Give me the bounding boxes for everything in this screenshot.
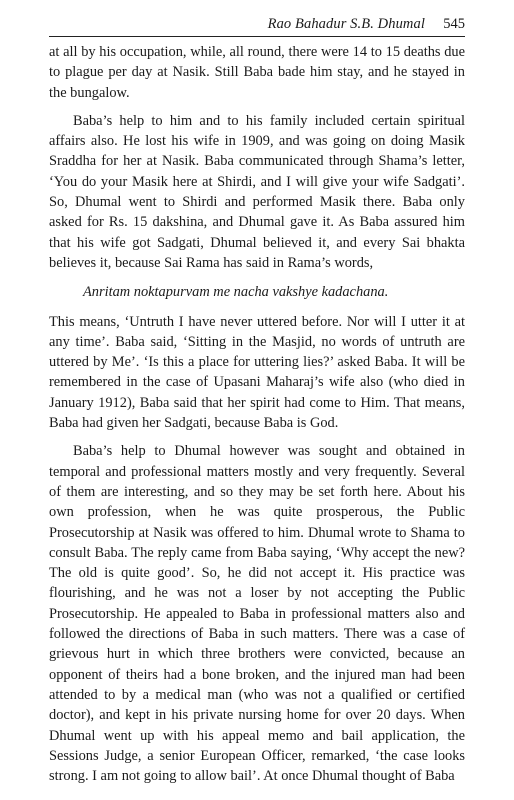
running-header <box>49 14 465 37</box>
sanskrit-quote: Anritam noktapurvam me nacha vakshye kadachana. <box>83 284 389 301</box>
page-number: 545 <box>443 16 465 32</box>
running-title: Rao Bahadur S.B. Dhumal <box>267 16 425 32</box>
paragraph-2: Baba’s help to him and to his family included certain spiritual affairs also. He lost his wife in 1909, and was going on doing Masik Sraddha for her at Nasik. Baba communicated through Shama’s letter, ‘You do your Masik here at Shirdi, and I will give your wife Sadgati’. So, Dhumal went to Shirdi and performed Masik there. Baba only asked for Rs. 15 dakshina, and Dhumal gave it. As Baba assured him that his wife got Sadgati, Dhumal believed it, and every Sai bhakta believes it, because Sai Rama has said in Rama’s words, <box>49 112 465 271</box>
paragraph-4: Baba’s help to Dhumal however was sought and obtained in temporal and professional matters mostly and very frequently. Several of them are interesting, and so they may be set forth here. About his own profession, when he was quite prosperous, the Public Prosecutorship at Nasik was offered to him. Dhumal wrote to Shama to consult Baba. The reply came from Baba saying, ‘Why accept the new? The old is quite good’. So, he did not accept it. His practice was flourishing, and he was not a loser by not accepting the Public Prosecutorship. He appealed to Baba in professional matters also and followed the directions of Baba in such matters. There was a case of grievous hurt in which three brothers were convicted, because an opponent of theirs had a bone broken, and the injured man had been attended to by a medical man (who was not a qualified or certified doctor), and kept in his private nursing home for over 20 days. When Dhumal went up with his appeal memo and bail application, the Sessions Judge, a senior European Officer, remarked, ‘the case looks strong. I am not going to allow bail’. At once Dhumal thought of Baba <box>49 443 465 785</box>
body-text <box>49 42 465 786</box>
paragraph-3: This means, ‘Untruth I have never uttered before. Nor will I utter it at any time’. Baba said, ‘Sitting in the Masjid, no words of untruth are uttered by Me’. ‘Is this a place for uttering lies?’ asked Baba. It will be remembered in the case of Upasani Maharaj’s wife also (who died in January 1912), Baba said that her spirit had come to Him. That means, Baba had given her Sadgati, because Baba is God. <box>49 313 465 432</box>
paragraph-1: at all by his occupation, while, all round, there were 14 to 15 deaths due to plague per day at Nasik. Still Baba bade him stay, and he stayed in the bungalow. <box>49 44 465 101</box>
